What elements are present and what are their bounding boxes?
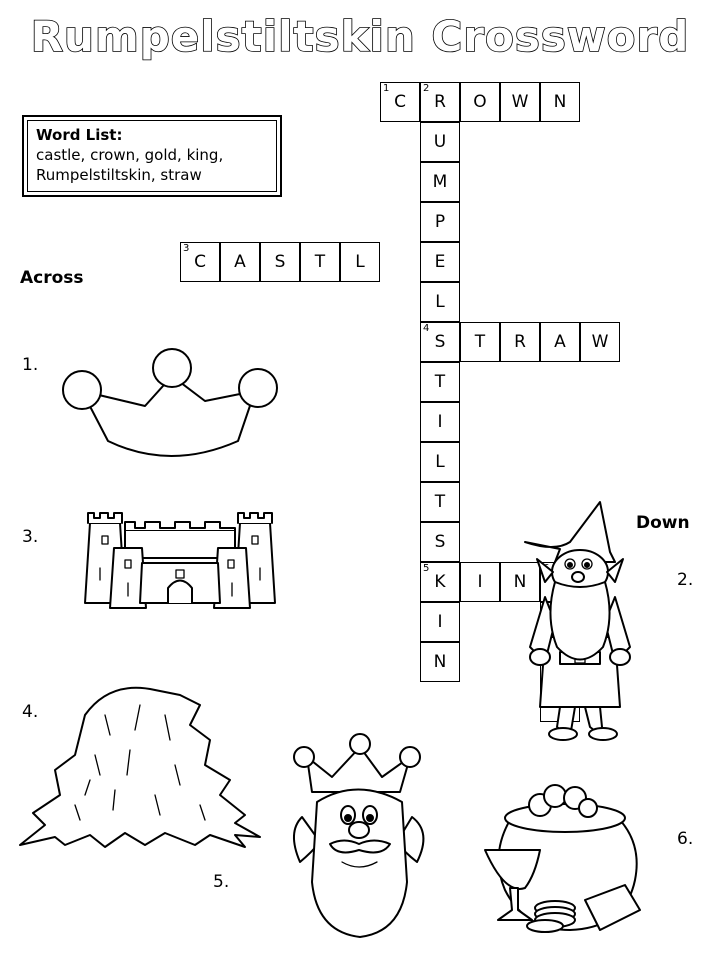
- cell-letter: N: [553, 92, 567, 112]
- crossword-cell[interactable]: [420, 242, 460, 282]
- page-title: Rumpelstiltskin Crossword: [30, 12, 690, 61]
- cell-letter: C: [194, 252, 206, 272]
- cell-letter: A: [554, 332, 566, 352]
- cell-number: 5: [423, 563, 430, 574]
- word-list-box: [22, 115, 282, 197]
- gold-picture: [480, 780, 655, 942]
- cell-letter: I: [437, 612, 443, 632]
- crossword-cell[interactable]: [420, 442, 460, 482]
- cell-number: 1: [383, 83, 390, 94]
- cell-letter: A: [234, 252, 246, 272]
- crossword-cell[interactable]: [420, 322, 460, 362]
- crossword-cell[interactable]: [540, 82, 580, 122]
- crossword-cell[interactable]: [420, 202, 460, 242]
- crossword-cell[interactable]: [420, 562, 460, 602]
- cell-letter: S: [274, 252, 286, 272]
- cell-letter: L: [355, 252, 365, 272]
- crossword-cell[interactable]: [300, 242, 340, 282]
- crossword-cell[interactable]: [420, 522, 460, 562]
- word-list-line-1: castle, crown, gold, king,: [36, 146, 224, 164]
- cell-letter: T: [434, 372, 446, 392]
- cell-letter: T: [314, 252, 326, 272]
- crossword-cell[interactable]: [420, 362, 460, 402]
- crossword-cell[interactable]: [380, 82, 420, 122]
- across-heading: Across: [20, 268, 84, 288]
- crossword-cell[interactable]: [540, 322, 580, 362]
- rumpelstiltskin-picture: [515, 497, 645, 747]
- crossword-cell[interactable]: [220, 242, 260, 282]
- cell-letter: U: [433, 132, 447, 152]
- cell-number: 4: [423, 323, 430, 334]
- crossword-cell[interactable]: [580, 322, 620, 362]
- crossword-cell[interactable]: [420, 402, 460, 442]
- cell-number: 3: [183, 243, 190, 254]
- crown-picture: [60, 346, 280, 461]
- crossword-cell[interactable]: [460, 82, 500, 122]
- crossword-cell[interactable]: [500, 82, 540, 122]
- word-list-heading: Word List:: [36, 126, 123, 144]
- crossword-cell[interactable]: [500, 322, 540, 362]
- crossword-cell[interactable]: [420, 82, 460, 122]
- cell-letter: L: [435, 452, 445, 472]
- cell-letter: S: [434, 332, 446, 352]
- cell-letter: C: [394, 92, 406, 112]
- crossword-cell[interactable]: [420, 162, 460, 202]
- word-list-inner: [27, 120, 277, 192]
- cell-letter: K: [434, 572, 446, 592]
- cell-letter: T: [434, 492, 446, 512]
- cell-letter: L: [435, 292, 445, 312]
- crossword-cell[interactable]: [420, 122, 460, 162]
- cell-letter: O: [473, 92, 487, 112]
- cell-letter: W: [511, 92, 529, 112]
- cell-letter: R: [434, 92, 446, 112]
- clue-number-1: 1.: [22, 355, 39, 375]
- king-picture: [282, 732, 442, 950]
- cell-letter: N: [513, 572, 527, 592]
- crossword-cell[interactable]: [260, 242, 300, 282]
- clue-number-5: 5.: [213, 872, 230, 892]
- clue-number-6: 6.: [677, 829, 694, 849]
- crossword-cell[interactable]: [340, 242, 380, 282]
- clue-number-3: 3.: [22, 527, 39, 547]
- castle-picture: [80, 508, 280, 618]
- cell-letter: S: [434, 532, 446, 552]
- crossword-cell[interactable]: [180, 242, 220, 282]
- word-list-line-2: Rumpelstiltskin, straw: [36, 166, 202, 184]
- cell-letter: P: [434, 212, 446, 232]
- cell-letter: I: [477, 572, 483, 592]
- cell-letter: E: [434, 252, 446, 272]
- crossword-cell[interactable]: [460, 322, 500, 362]
- cell-letter: R: [514, 332, 526, 352]
- cell-letter: T: [474, 332, 486, 352]
- crossword-cell[interactable]: [420, 482, 460, 522]
- cell-letter: N: [433, 652, 447, 672]
- crossword-cell[interactable]: [420, 602, 460, 642]
- crossword-cell[interactable]: [460, 562, 500, 602]
- cell-letter: M: [432, 172, 448, 192]
- cell-letter: W: [591, 332, 609, 352]
- crossword-cell[interactable]: [420, 642, 460, 682]
- straw-picture: [15, 685, 265, 855]
- clue-number-2: 2.: [677, 570, 694, 590]
- cell-number: 2: [423, 83, 430, 94]
- down-heading: Down: [636, 513, 690, 533]
- clue-number-4: 4.: [22, 702, 39, 722]
- cell-letter: I: [437, 412, 443, 432]
- crossword-cell[interactable]: [420, 282, 460, 322]
